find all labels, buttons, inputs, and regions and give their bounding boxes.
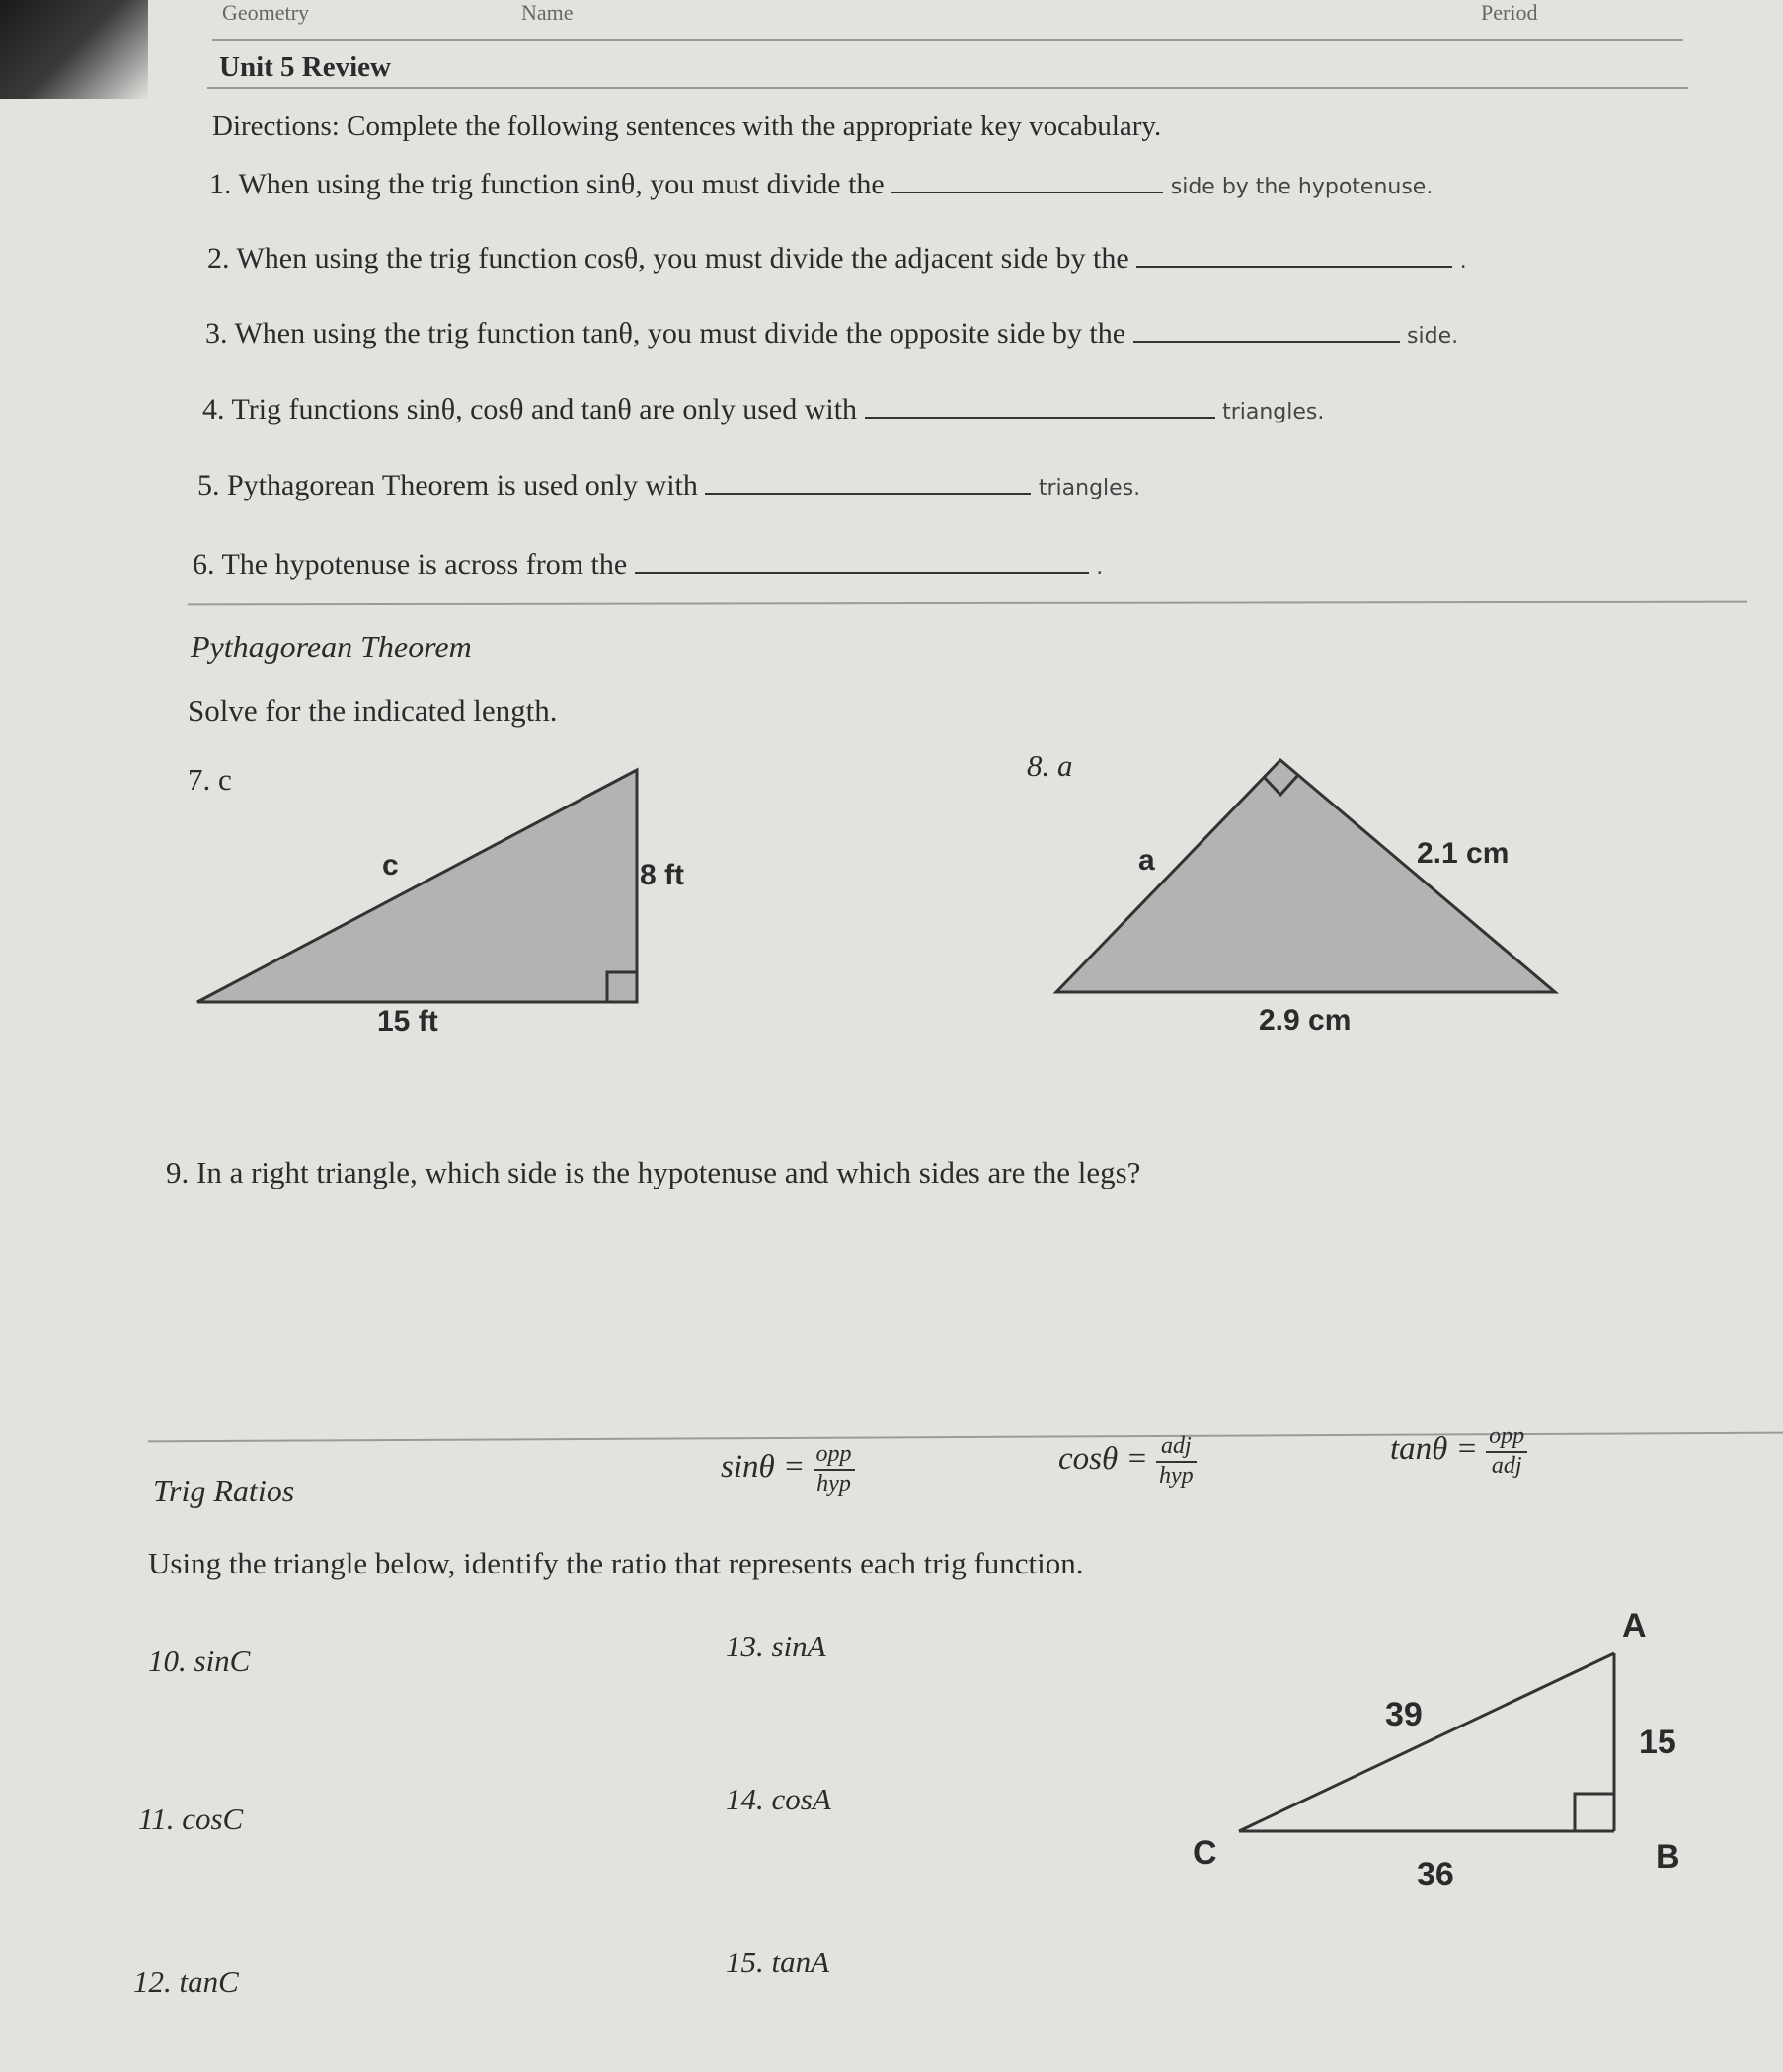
question-5-end: triangles. <box>1038 476 1141 500</box>
vertex-b-label: B <box>1656 1838 1680 1876</box>
tan-num: opp <box>1486 1423 1527 1453</box>
item-12: 12. tanC <box>133 1964 239 1999</box>
directions: Directions: Complete the following sentences with the appropriate key vocabulary. <box>212 111 1162 142</box>
name-label: Name <box>521 0 574 25</box>
unit-rule <box>207 87 1688 89</box>
triangle-8 <box>1051 750 1565 1007</box>
unit-title: Unit 5 Review <box>219 51 391 83</box>
question-5 <box>197 469 1140 502</box>
item-15: 15. tanA <box>726 1945 830 1979</box>
sin-lhs: sinθ = <box>721 1449 806 1486</box>
item-14: 14. cosA <box>726 1782 831 1816</box>
question-1 <box>209 168 1433 201</box>
photo-shadow <box>0 0 148 99</box>
question-4 <box>202 393 1324 426</box>
triangle-7 <box>188 760 661 1017</box>
course-label: Geometry <box>222 0 309 25</box>
vertex-c-label: C <box>1193 1834 1217 1872</box>
trig-instruction: Using the triangle below, identify the ratio that represents each trig function. <box>148 1546 1084 1580</box>
question-6-end: . <box>1096 555 1104 579</box>
question-5-text: 5. Pythagorean Theorem is used only with <box>197 469 698 501</box>
answer-blank-2[interactable] <box>1136 265 1452 268</box>
cos-lhs: cosθ = <box>1058 1441 1148 1478</box>
cos-den: hyp <box>1158 1462 1194 1489</box>
tan-formula <box>1390 1423 1527 1480</box>
question-3-text: 3. When using the trig function tanθ, you must divide the opposite side by the <box>205 317 1126 349</box>
period-label: Period <box>1481 0 1538 25</box>
answer-blank-4[interactable] <box>865 416 1215 419</box>
answer-blank-6[interactable] <box>635 571 1089 574</box>
question-1-end: side by the hypotenuse. <box>1170 175 1434 199</box>
question-2-end: . <box>1459 249 1467 273</box>
question-1-text: 1. When using the trig function sinθ, you must divide the <box>209 168 885 200</box>
triangle-ab-label: 15 <box>1639 1724 1676 1761</box>
triangle-7-hyp-label: c <box>382 849 399 882</box>
section-rule-2 <box>148 1432 1783 1443</box>
triangle-cb-label: 36 <box>1417 1856 1454 1893</box>
question-3 <box>205 317 1458 350</box>
problem-8-label: 8. a <box>1027 748 1073 783</box>
question-6-text: 6. The hypotenuse is across from the <box>193 548 628 580</box>
question-9: 9. In a right triangle, which side is the hypotenuse and which sides are the legs? <box>166 1155 1141 1189</box>
tan-lhs: tanθ = <box>1390 1431 1478 1468</box>
cos-formula <box>1058 1433 1197 1490</box>
triangle-8-bottom-label: 2.9 cm <box>1259 1004 1352 1036</box>
question-2 <box>207 242 1467 275</box>
triangle-abc <box>1224 1644 1639 1841</box>
triangle-7-right-label: 8 ft <box>640 859 684 891</box>
question-3-end: side. <box>1407 324 1459 348</box>
question-6 <box>193 548 1103 581</box>
question-4-text: 4. Trig functions sinθ, cosθ and tanθ are only used with <box>202 393 858 425</box>
cos-num: adj <box>1156 1433 1197 1463</box>
triangle-7-bottom-label: 15 ft <box>377 1005 438 1037</box>
answer-blank-1[interactable] <box>892 191 1163 193</box>
triangle-hyp-label: 39 <box>1385 1696 1423 1733</box>
pythagorean-title: Pythagorean Theorem <box>191 629 472 664</box>
item-11: 11. cosC <box>138 1802 244 1836</box>
tan-den: adj <box>1491 1452 1522 1479</box>
triangle-8-left-label: a <box>1138 844 1155 877</box>
item-13: 13. sinA <box>726 1629 826 1663</box>
question-4-end: triangles. <box>1222 400 1325 424</box>
sin-den: hyp <box>816 1470 851 1496</box>
section-rule-1 <box>188 601 1747 606</box>
pythagorean-instruction: Solve for the indicated length. <box>188 693 558 728</box>
item-10: 10. sinC <box>148 1644 251 1678</box>
triangle-8-right-label: 2.1 cm <box>1417 837 1510 870</box>
answer-blank-5[interactable] <box>705 492 1031 495</box>
question-2-text: 2. When using the trig function cosθ, you must divide the adjacent side by the <box>207 242 1129 274</box>
answer-blank-3[interactable] <box>1133 340 1400 343</box>
header-rule <box>212 39 1683 41</box>
sin-formula <box>721 1441 855 1497</box>
problem-7-label: 7. c <box>188 762 232 797</box>
vertex-a-label: A <box>1622 1607 1647 1645</box>
trig-title: Trig Ratios <box>153 1473 295 1508</box>
sin-num: opp <box>814 1441 855 1471</box>
